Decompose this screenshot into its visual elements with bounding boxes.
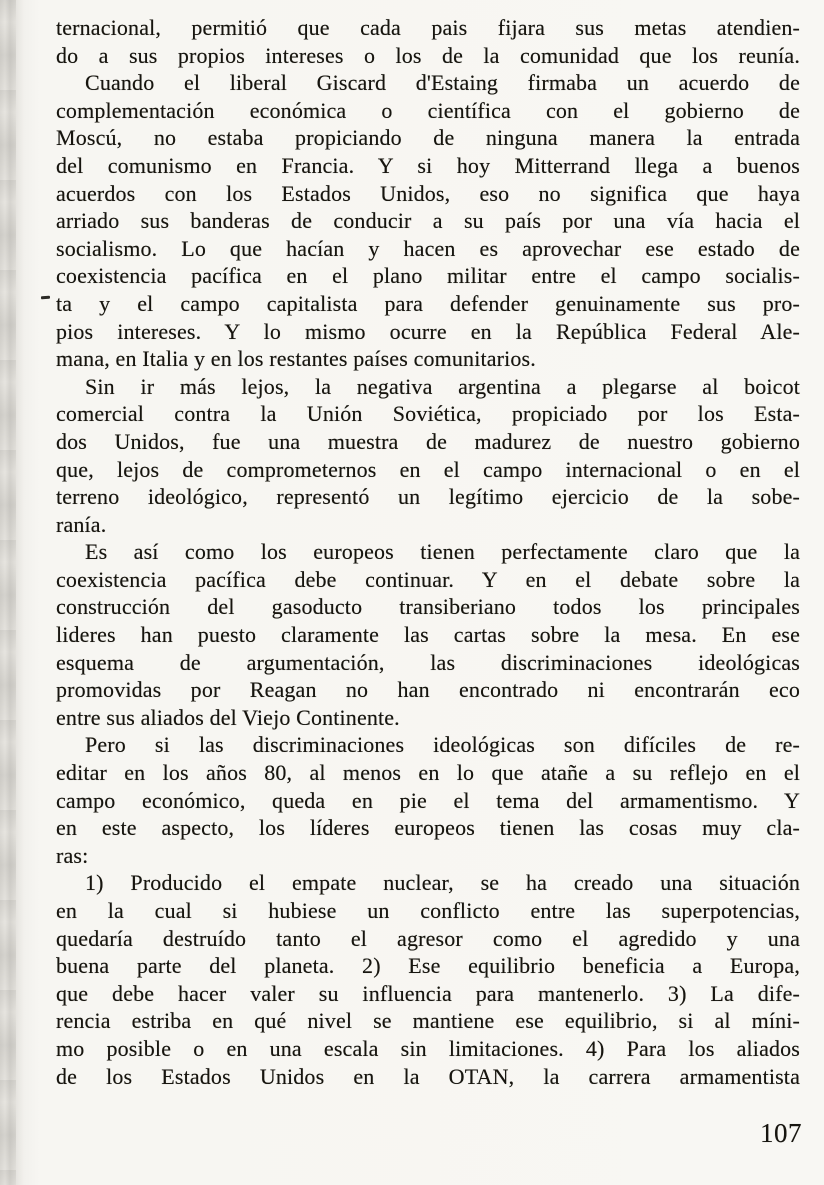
text-line: terreno ideológico, representó un legítimo ejercicio de la sobe- — [56, 484, 800, 510]
text-line: campo económico, queda en pie el tema del armamentismo. Y — [56, 787, 800, 813]
text-block — [56, 14, 800, 1090]
text-line: arriado sus banderas de conducir a su país por una vía hacia el — [56, 208, 800, 234]
text-line: construcción del gasoducto transiberiano todos los principales — [56, 594, 800, 620]
text-line: quedaría destruído tanto el agresor como el agredido y una — [56, 925, 800, 951]
text-line: ranía. — [56, 511, 107, 537]
text-line: dos Unidos, fue una muestra de madurez de nuestro gobierno — [56, 428, 800, 454]
text-line: en este aspecto, los líderes europeos tienen las cosas muy cla- — [56, 815, 800, 841]
text-line: rencia estriba en qué nivel se mantiene ese equilibrio, si al míni- — [56, 1008, 800, 1034]
text-line: complementación económica o científica con el gobierno de — [56, 97, 800, 123]
text-line: promovidas por Reagan no han encontrado ni encontrarán eco — [56, 677, 800, 703]
text-line: Sin ir más lejos, la negativa argentina a plegarse al boicot — [85, 373, 800, 399]
text-line: Pero si las discriminaciones ideológicas son difíciles de re- — [85, 732, 800, 758]
text-line: ta y el campo capitalista para defender genuinamente sus pro- — [56, 290, 800, 316]
text-line: ras: — [56, 842, 89, 868]
text-line: socialismo. Lo que hacían y hacen es aprovechar ese estado de — [56, 235, 800, 261]
text-line: mana, en Italia y en los restantes países comunitarios. — [56, 346, 536, 372]
text-line: del comunismo en Francia. Y si hoy Mitterrand llega a buenos — [56, 152, 800, 178]
text-line: en la cual si hubiese un conflicto entre las superpotencias, — [56, 898, 800, 923]
text-line: entre sus aliados del Viejo Continente. — [56, 704, 400, 730]
text-line: Moscú, no estaba propiciando de ninguna manera la entrada — [56, 125, 800, 151]
text-line: comercial contra la Unión Soviética, propiciado por los Esta- — [56, 401, 800, 427]
text-line: acuerdos con los Estados Unidos, eso no significa que haya — [56, 180, 800, 206]
text-line: Cuando el liberal Giscard d'Estaing firmaba un acuerdo de — [85, 70, 800, 96]
text-line: Es así como los europeos tienen perfectamente claro que la — [85, 539, 800, 565]
page-number: 107 — [760, 1118, 802, 1148]
text-line: pios intereses. Y lo mismo ocurre en la República Federal Ale- — [56, 318, 800, 344]
text-line: que, lejos de comprometernos en el campo internacional o en el — [56, 456, 800, 482]
text-line: do a sus propios intereses o los de la comunidad que los reunía. — [56, 42, 800, 68]
text-line: de los Estados Unidos en la OTAN, la carrera armamentista — [56, 1063, 800, 1089]
text-line: 1) Producido el empate nuclear, se ha creado una situación — [85, 870, 800, 896]
text-line: que debe hacer valer su influencia para mantenerlo. 3) La dife- — [56, 980, 800, 1006]
scan-edge-shadow — [0, 0, 16, 1185]
margin-mark — [41, 296, 50, 300]
text-line: lideres han puesto claramente las cartas sobre la mesa. En ese — [56, 622, 800, 648]
text-line: coexistencia pacífica debe continuar. Y en el debate sobre la — [56, 566, 800, 592]
text-line: ternacional, permitió que cada pais fijara sus metas atendien- — [56, 15, 800, 40]
text-line: buena parte del planeta. 2) Ese equilibrio beneficia a Europa, — [56, 953, 800, 979]
text-line: mo posible o en una escala sin limitaciones. 4) Para los aliados — [56, 1035, 800, 1061]
text-line: editar en los años 80, al menos en lo que atañe a su reflejo en el — [56, 760, 800, 786]
text-line: coexistencia pacífica en el plano militar entre el campo socialis- — [56, 263, 800, 289]
text-line: esquema de argumentación, las discriminaciones ideológicas — [56, 649, 800, 675]
